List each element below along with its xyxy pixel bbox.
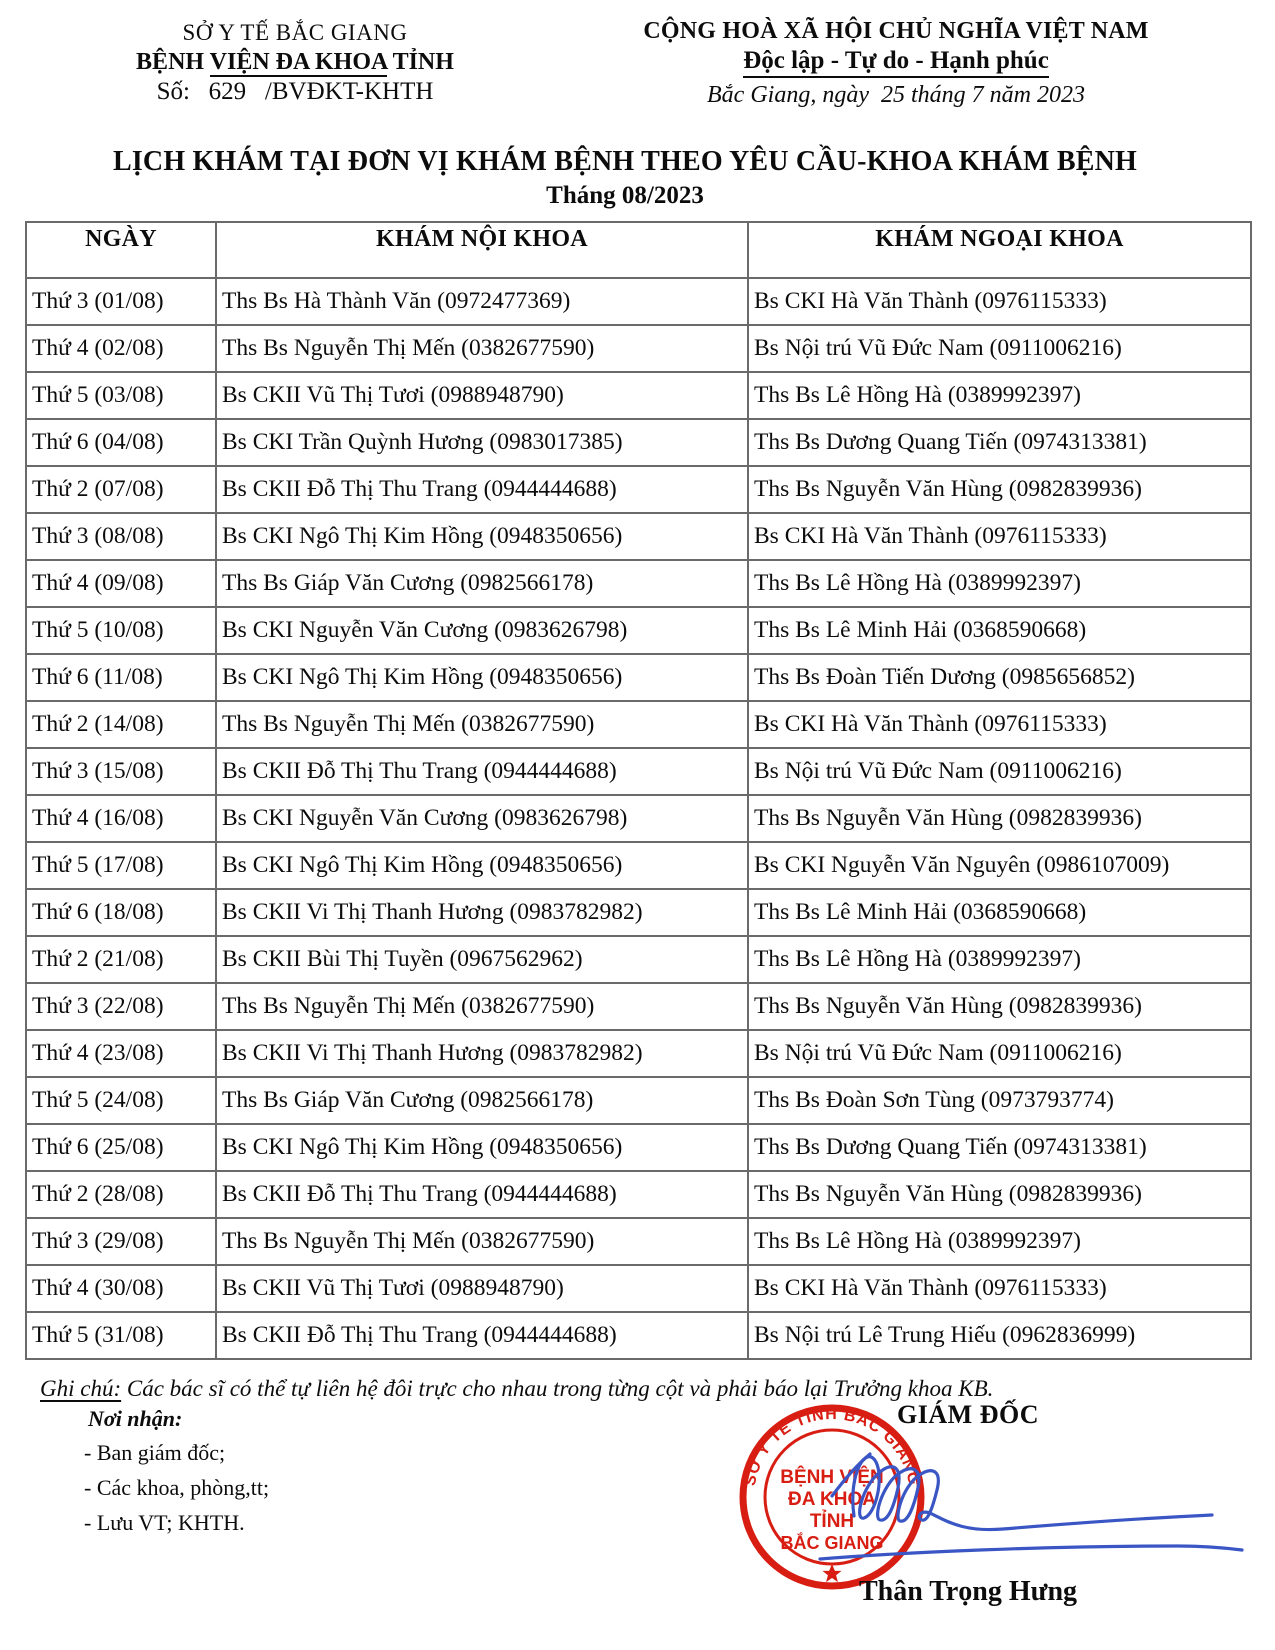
cell-internal-doctor: Bs CKII Vi Thị Thanh Hương (0983782982) <box>216 1030 748 1077</box>
table-row <box>26 889 1251 936</box>
cell-internal-doctor: Bs CKII Đỗ Thị Thu Trang (0944444688) <box>216 748 748 795</box>
note-line <box>40 1376 1240 1402</box>
table-row <box>26 701 1251 748</box>
cell-surgery-doctor: Ths Bs Lê Minh Hải (0368590668) <box>748 607 1251 654</box>
cell-internal-doctor: Ths Bs Nguyễn Thị Mến (0382677590) <box>216 325 748 372</box>
table-row <box>26 1312 1251 1359</box>
cell-surgery-doctor: Bs Nội trú Vũ Đức Nam (0911006216) <box>748 748 1251 795</box>
signer-name: Thân Trọng Hưng <box>858 1576 1078 1607</box>
cell-surgery-doctor: Ths Bs Lê Hồng Hà (0389992397) <box>748 936 1251 983</box>
cell-day: Thứ 6 (25/08) <box>26 1124 216 1171</box>
recipient-item: - Lưu VT; KHTH. <box>84 1510 245 1535</box>
cell-internal-doctor: Bs CKII Đỗ Thị Thu Trang (0944444688) <box>216 1171 748 1218</box>
cell-internal-doctor: Bs CKI Ngô Thị Kim Hồng (0948350656) <box>216 654 748 701</box>
cell-internal-doctor: Bs CKI Nguyễn Văn Cương (0983626798) <box>216 795 748 842</box>
table-row <box>26 795 1251 842</box>
cell-internal-doctor: Bs CKII Đỗ Thị Thu Trang (0944444688) <box>216 466 748 513</box>
cell-day: Thứ 4 (16/08) <box>26 795 216 842</box>
cell-internal-doctor: Ths Bs Nguyễn Thị Mến (0382677590) <box>216 701 748 748</box>
table-row <box>26 325 1251 372</box>
table-row <box>26 1124 1251 1171</box>
table-row <box>26 983 1251 1030</box>
cell-internal-doctor: Bs CKI Ngô Thị Kim Hồng (0948350656) <box>216 513 748 560</box>
table-row <box>26 842 1251 889</box>
recipients-label: Nơi nhận: <box>88 1406 183 1431</box>
cell-internal-doctor: Bs CKII Vi Thị Thanh Hương (0983782982) <box>216 889 748 936</box>
column-header-internal-medicine: KHÁM NỘI KHOA <box>216 222 748 278</box>
cell-surgery-doctor: Bs Nội trú Vũ Đức Nam (0911006216) <box>748 1030 1251 1077</box>
document-number: Số: 629 /BVĐKT-KHTH <box>156 78 434 105</box>
cell-day: Thứ 6 (18/08) <box>26 889 216 936</box>
table-row <box>26 466 1251 513</box>
org-header <box>75 20 515 106</box>
table-row <box>26 654 1251 701</box>
cell-day: Thứ 3 (15/08) <box>26 748 216 795</box>
cell-day: Thứ 3 (22/08) <box>26 983 216 1030</box>
cell-internal-doctor: Ths Bs Giáp Văn Cương (0982566178) <box>216 1077 748 1124</box>
national-header <box>596 18 1196 109</box>
cell-surgery-doctor: Ths Bs Nguyễn Văn Hùng (0982839936) <box>748 1171 1251 1218</box>
table-row <box>26 748 1251 795</box>
cell-internal-doctor: Ths Bs Nguyễn Thị Mến (0382677590) <box>216 1218 748 1265</box>
cell-surgery-doctor: Ths Bs Nguyễn Văn Hùng (0982839936) <box>748 466 1251 513</box>
cell-surgery-doctor: Ths Bs Lê Hồng Hà (0389992397) <box>748 1218 1251 1265</box>
signature <box>818 1428 1258 1578</box>
cell-surgery-doctor: Ths Bs Nguyễn Văn Hùng (0982839936) <box>748 795 1251 842</box>
national-motto-line1: CỘNG HOÀ XÃ HỘI CHỦ NGHĨA VIỆT NAM <box>643 18 1149 44</box>
cell-internal-doctor: Bs CKI Nguyễn Văn Cương (0983626798) <box>216 607 748 654</box>
cell-day: Thứ 3 (08/08) <box>26 513 216 560</box>
cell-surgery-doctor: Ths Bs Dương Quang Tiến (0974313381) <box>748 1124 1251 1171</box>
signature-ink-icon <box>818 1428 1258 1578</box>
table-row <box>26 513 1251 560</box>
column-header-surgery: KHÁM NGOẠI KHOA <box>748 222 1251 278</box>
cell-surgery-doctor: Ths Bs Dương Quang Tiến (0974313381) <box>748 419 1251 466</box>
cell-internal-doctor: Ths Bs Nguyễn Thị Mến (0382677590) <box>216 983 748 1030</box>
table-header-row <box>26 222 1251 278</box>
cell-day: Thứ 5 (17/08) <box>26 842 216 889</box>
cell-internal-doctor: Ths Bs Hà Thành Văn (0972477369) <box>216 278 748 325</box>
cell-day: Thứ 4 (09/08) <box>26 560 216 607</box>
table-row <box>26 372 1251 419</box>
cell-day: Thứ 6 (04/08) <box>26 419 216 466</box>
cell-day: Thứ 3 (29/08) <box>26 1218 216 1265</box>
cell-day: Thứ 5 (03/08) <box>26 372 216 419</box>
schedule-body <box>26 278 1251 1359</box>
stamp-center-line3: TỈNH <box>809 1511 855 1532</box>
cell-surgery-doctor: Ths Bs Đoàn Tiến Dương (0985656852) <box>748 654 1251 701</box>
cell-surgery-doctor: Bs Nội trú Vũ Đức Nam (0911006216) <box>748 325 1251 372</box>
cell-day: Thứ 4 (23/08) <box>26 1030 216 1077</box>
cell-surgery-doctor: Bs Nội trú Lê Trung Hiếu (0962836999) <box>748 1312 1251 1359</box>
cell-day: Thứ 5 (31/08) <box>26 1312 216 1359</box>
cell-internal-doctor: Bs CKII Đỗ Thị Thu Trang (0944444688) <box>216 1312 748 1359</box>
cell-surgery-doctor: Bs CKI Hà Văn Thành (0976115333) <box>748 278 1251 325</box>
table-row <box>26 1077 1251 1124</box>
recipient-item: - Các khoa, phòng,tt; <box>84 1475 270 1500</box>
cell-surgery-doctor: Ths Bs Lê Minh Hải (0368590668) <box>748 889 1251 936</box>
table-row <box>26 607 1251 654</box>
table-row <box>26 1171 1251 1218</box>
cell-day: Thứ 5 (10/08) <box>26 607 216 654</box>
cell-surgery-doctor: Bs CKI Hà Văn Thành (0976115333) <box>748 701 1251 748</box>
cell-surgery-doctor: Bs CKI Nguyễn Văn Nguyên (0986107009) <box>748 842 1251 889</box>
stamp-center-line2: ĐA KHOA <box>788 1489 876 1510</box>
stamp-center-line4: BẮC GIANG <box>780 1533 884 1553</box>
table-row <box>26 1265 1251 1312</box>
table-row <box>26 560 1251 607</box>
national-motto-line2: Độc lập - Tự do - Hạnh phúc <box>596 47 1196 78</box>
stamp-center-line1: BỆNH VIỆN <box>780 1467 884 1488</box>
table-row <box>26 419 1251 466</box>
cell-day: Thứ 2 (28/08) <box>26 1171 216 1218</box>
cell-day: Thứ 4 (02/08) <box>26 325 216 372</box>
cell-surgery-doctor: Bs CKI Hà Văn Thành (0976115333) <box>748 513 1251 560</box>
table-row <box>26 1030 1251 1077</box>
cell-internal-doctor: Bs CKI Ngô Thị Kim Hồng (0948350656) <box>216 842 748 889</box>
cell-day: Thứ 2 (21/08) <box>26 936 216 983</box>
org-parent-name: SỞ Y TẾ BẮC GIANG <box>182 20 408 45</box>
cell-internal-doctor: Bs CKII Bùi Thị Tuyền (0967562962) <box>216 936 748 983</box>
org-name: BỆNH VIỆN ĐA KHOA TỈNH <box>136 49 454 75</box>
cell-surgery-doctor: Bs CKI Hà Văn Thành (0976115333) <box>748 1265 1251 1312</box>
cell-internal-doctor: Bs CKII Vũ Thị Tươi (0988948790) <box>216 1265 748 1312</box>
cell-day: Thứ 2 (14/08) <box>26 701 216 748</box>
recipient-item: - Ban giám đốc; <box>84 1440 226 1465</box>
note-label: Ghi chú: <box>40 1376 122 1401</box>
date-line: Bắc Giang, ngày 25 tháng 7 năm 2023 <box>707 82 1085 108</box>
cell-internal-doctor: Bs CKI Ngô Thị Kim Hồng (0948350656) <box>216 1124 748 1171</box>
column-header-day: NGÀY <box>26 222 216 278</box>
cell-day: Thứ 5 (24/08) <box>26 1077 216 1124</box>
table-row <box>26 278 1251 325</box>
signer-title: GIÁM ĐỐC <box>897 1400 1039 1429</box>
table-row <box>26 1218 1251 1265</box>
page-subtitle: Tháng 08/2023 <box>546 182 704 209</box>
cell-day: Thứ 6 (11/08) <box>26 654 216 701</box>
cell-surgery-doctor: Ths Bs Lê Hồng Hà (0389992397) <box>748 372 1251 419</box>
cell-internal-doctor: Bs CKII Vũ Thị Tươi (0988948790) <box>216 372 748 419</box>
page-title: LỊCH KHÁM TẠI ĐƠN VỊ KHÁM BỆNH THEO YÊU CẦU-KHOA KHÁM BỆNH <box>112 146 1138 177</box>
cell-day: Thứ 3 (01/08) <box>26 278 216 325</box>
cell-surgery-doctor: Ths Bs Đoàn Sơn Tùng (0973793774) <box>748 1077 1251 1124</box>
cell-surgery-doctor: Ths Bs Lê Hồng Hà (0389992397) <box>748 560 1251 607</box>
cell-day: Thứ 2 (07/08) <box>26 466 216 513</box>
cell-day: Thứ 4 (30/08) <box>26 1265 216 1312</box>
table-row <box>26 936 1251 983</box>
schedule-table <box>25 221 1252 1360</box>
note-text: Các bác sĩ có thể tự liên hệ đôi trực cho nhau trong từng cột và phải báo lại Trưởng khoa KB. <box>121 1376 994 1401</box>
cell-internal-doctor: Bs CKI Trần Quỳnh Hương (0983017385) <box>216 419 748 466</box>
cell-internal-doctor: Ths Bs Giáp Văn Cương (0982566178) <box>216 560 748 607</box>
cell-surgery-doctor: Ths Bs Nguyễn Văn Hùng (0982839936) <box>748 983 1251 1030</box>
stamp-outer-text: SỞ Y TẾ TỈNH BẮC GIANG <box>741 1406 923 1488</box>
